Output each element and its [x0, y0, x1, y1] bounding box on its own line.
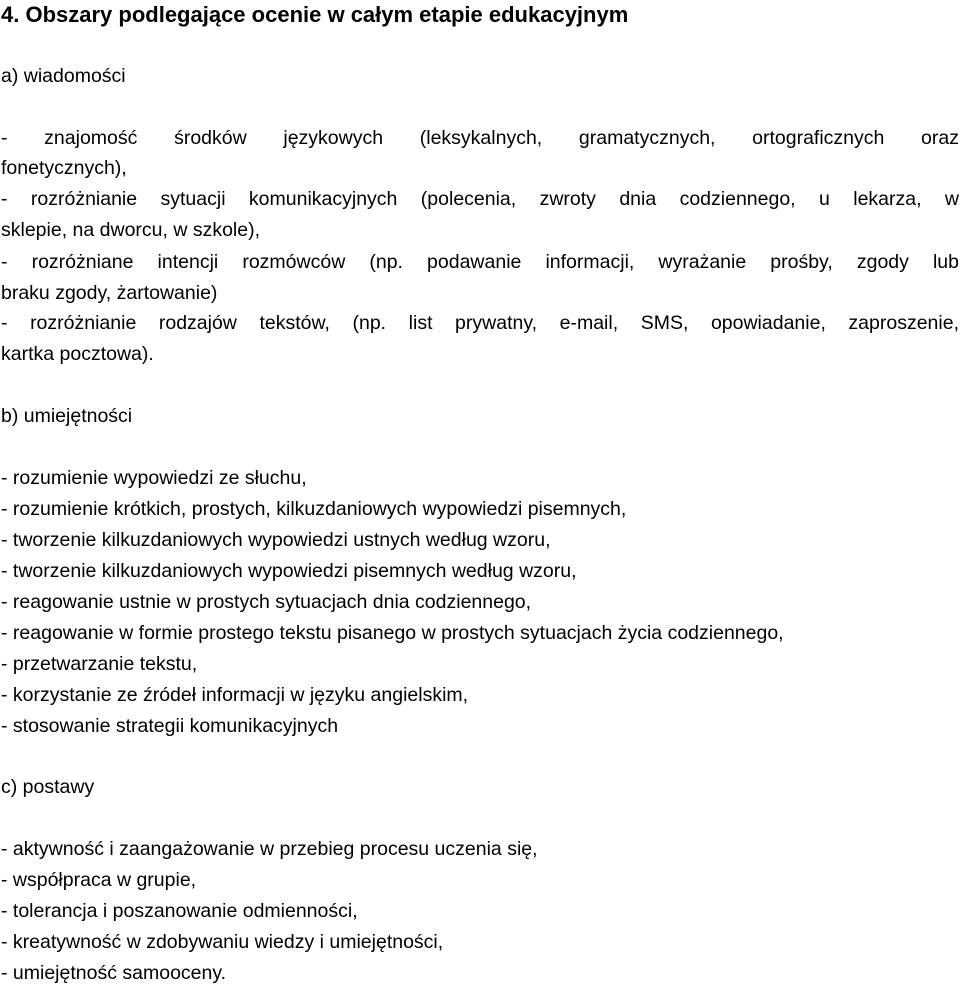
section-b-line: - tworzenie kilkuzdaniowych wypowiedzi pisemnych według wzoru,	[1, 560, 577, 582]
section-b-line: - rozumienie wypowiedzi ze słuchu,	[1, 467, 307, 489]
section-a-line: - znajomość środków językowych (leksykalnych, gramatycznych, ortograficznych oraz	[1, 127, 959, 149]
section-b-line: - reagowanie ustnie w prostych sytuacjach dnia codziennego,	[1, 591, 532, 613]
section-a-line: kartka pocztowa).	[1, 343, 154, 365]
section-b-line: - rozumienie krótkich, prostych, kilkuzdaniowych wypowiedzi pisemnych,	[1, 498, 627, 520]
section-c-line: - tolerancja i poszanowanie odmienności,	[1, 900, 358, 922]
section-a-line: - rozróżnianie sytuacji komunikacyjnych (polecenia, zwroty dnia codziennego, u lekarza, w	[1, 188, 959, 210]
document-title: 4. Obszary podlegające ocenie w całym etapie edukacyjnym	[1, 2, 629, 27]
section-c-line: - współpraca w grupie,	[1, 869, 197, 891]
section-c-line: - aktywność i zaangażowanie w przebieg procesu uczenia się,	[1, 838, 538, 860]
section-c-line: - umiejętność samooceny.	[1, 962, 227, 984]
section-b-line: - reagowanie w formie prostego tekstu pisanego w prostych sytuacjach życia codziennego,	[1, 622, 784, 644]
section-b-line: - stosowanie strategii komunikacyjnych	[1, 715, 339, 737]
section-a-heading: a) wiadomości	[1, 65, 126, 87]
section-b-line: - przetwarzanie tekstu,	[1, 653, 198, 675]
section-a-line: - rozróżnianie rodzajów tekstów, (np. list prywatny, e-mail, SMS, opowiadanie, zaproszenie,	[1, 312, 959, 334]
section-c-heading: c) postawy	[1, 776, 95, 798]
section-b-line: - korzystanie ze źródeł informacji w języku angielskim,	[1, 684, 469, 706]
section-b-line: - tworzenie kilkuzdaniowych wypowiedzi ustnych według wzoru,	[1, 529, 551, 551]
section-a-line: fonetycznych),	[1, 157, 127, 179]
section-b-heading: b) umiejętności	[1, 405, 133, 427]
section-a-line: sklepie, na dworcu, w szkole),	[1, 219, 261, 241]
section-a-line: - rozróżniane intencji rozmówców (np. podawanie informacji, wyrażanie prośby, zgody lub	[1, 251, 959, 273]
section-a-line: braku zgody, żartowanie)	[1, 282, 218, 304]
section-c-line: - kreatywność w zdobywaniu wiedzy i umiejętności,	[1, 931, 444, 953]
